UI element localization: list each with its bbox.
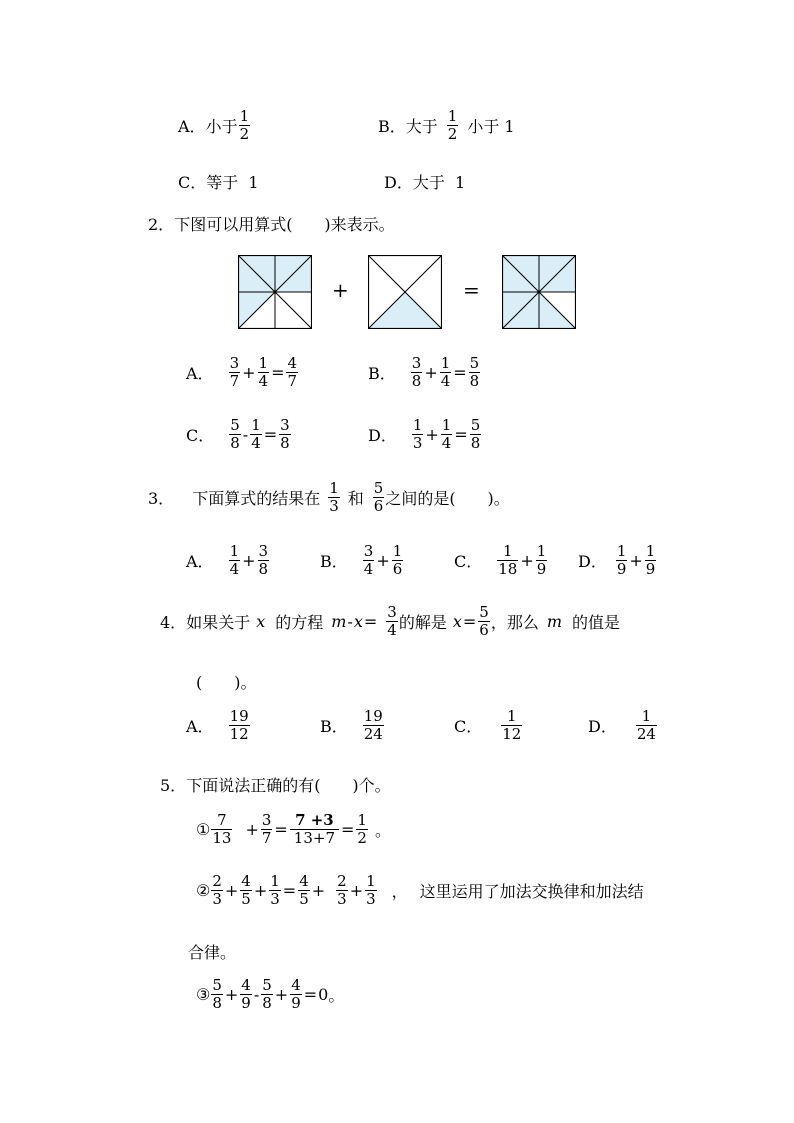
option-label: C．	[178, 173, 207, 192]
equals-sign: =	[463, 278, 480, 302]
q5-stem	[160, 773, 391, 796]
option-label: B．	[368, 363, 396, 383]
fraction: $\frac{4}{5}$	[241, 872, 251, 908]
fraction: $\frac{4}{9}$	[291, 976, 301, 1012]
q3-option-a[interactable]	[186, 543, 270, 577]
fraction: $\frac{3}{8}$	[280, 416, 290, 452]
operator: =	[453, 362, 467, 382]
question-number: 5．	[160, 776, 187, 795]
operator: +	[242, 362, 256, 382]
question-number: 2．	[148, 215, 175, 234]
operator: =	[303, 984, 318, 1004]
operator: +	[629, 550, 643, 570]
q3-option-b[interactable]	[320, 543, 404, 577]
option-label: A．	[186, 716, 214, 736]
operator: +	[425, 424, 439, 444]
option-label: C．	[454, 716, 483, 736]
question-text: 和	[347, 488, 364, 508]
fraction: $\frac{5}{8}$	[469, 354, 480, 390]
fraction: $\frac{19}{12}$	[229, 707, 249, 743]
punctuation: ，	[391, 881, 408, 901]
fraction: $\frac{4}{9}$	[241, 976, 251, 1012]
variable: x	[452, 611, 462, 631]
fraction: $\frac{1}{12}$	[502, 707, 522, 743]
q5-statement-3	[196, 977, 344, 1011]
operator: +	[424, 362, 438, 382]
option-label: D．	[588, 716, 617, 736]
operator: =	[462, 611, 477, 631]
fraction: $\frac{5}{6}$	[373, 479, 384, 515]
operator: =	[454, 424, 468, 444]
operator: +	[311, 880, 326, 900]
fraction: $\frac{3}{8}$	[411, 354, 422, 390]
operator: +	[520, 550, 534, 570]
option-label: D．	[384, 173, 413, 192]
fraction: $\frac{5}{8}$	[262, 976, 272, 1012]
question-number: 3．	[148, 488, 175, 508]
fraction: $\frac{4}{5}$	[299, 872, 309, 908]
operator: =	[263, 424, 278, 444]
q1-option-c[interactable]	[178, 170, 259, 193]
operator: +	[242, 550, 256, 570]
fraction: $\frac{1}{24}$	[636, 707, 656, 743]
punctuation: 。	[328, 985, 345, 1005]
statement-text-continued: 合律。	[188, 943, 237, 962]
figure-square-2	[368, 255, 442, 329]
figure-square-1	[238, 255, 312, 329]
figure-square-3	[502, 255, 576, 329]
option-label: D．	[578, 551, 607, 571]
q5-statement-1	[196, 812, 391, 846]
operator: =	[341, 819, 355, 839]
operator: =	[282, 880, 297, 900]
operator: +	[224, 880, 239, 900]
q2-option-c[interactable]	[186, 417, 292, 451]
fraction: $\frac{2}{3}$	[212, 872, 222, 908]
fraction: $\frac{5}{6}$	[479, 603, 489, 639]
fraction: $\frac{3}{7}$	[229, 354, 240, 390]
q5-statement-2	[196, 873, 644, 907]
fraction: $\frac{1}{3}$	[412, 416, 423, 452]
q3-option-d[interactable]	[578, 543, 657, 577]
fraction: $\frac{1}{18}$	[498, 542, 518, 578]
operator: -	[347, 611, 353, 631]
question-number: 4．	[160, 612, 187, 632]
q4-option-c[interactable]	[454, 708, 523, 742]
fraction: $\frac{1}{4}$	[258, 354, 269, 390]
question-text: 下图可以用算式( )来表示。	[174, 215, 395, 234]
q2-stem	[148, 212, 395, 235]
fraction: $\frac{1}{2}$	[447, 107, 458, 143]
fraction: $\frac{1}{9}$	[536, 542, 547, 578]
fraction: $\frac{1}{4}$	[441, 416, 452, 452]
operator: +	[245, 819, 259, 839]
q1-option-d[interactable]	[384, 170, 465, 193]
fraction: $\frac{5}{8}$	[212, 976, 222, 1012]
q3-option-c[interactable]	[454, 543, 548, 577]
question-text: 下面说法正确的有( )个。	[186, 776, 391, 795]
q4-option-b[interactable]	[320, 708, 385, 742]
circled-number: ②	[196, 880, 211, 900]
q1-option-a[interactable]	[178, 108, 251, 142]
punctuation: 。	[374, 820, 391, 840]
variable: x	[256, 611, 266, 631]
question-text: ，那么	[490, 612, 539, 632]
option-text: 大于 1	[412, 173, 466, 192]
option-label: B．	[378, 116, 406, 136]
operator: +	[376, 550, 390, 570]
q3-stem	[148, 480, 510, 514]
question-text: 之间的是( )。	[385, 488, 510, 508]
fraction: $\frac{3}{7}$	[261, 811, 272, 847]
fraction: $\frac{2}{3}$	[337, 872, 347, 908]
question-text: 的方程	[275, 612, 324, 632]
fraction: $\frac{4}{7}$	[287, 354, 298, 390]
fraction: $\frac{1}{3}$	[270, 872, 280, 908]
fraction: $\frac{7 +3}{13+7}$	[290, 812, 339, 846]
q4-option-a[interactable]	[186, 708, 251, 742]
option-text: 小于 1	[467, 116, 515, 136]
fraction: $\frac{1}{6}$	[392, 542, 403, 578]
option-label: D．	[368, 425, 397, 445]
option-text: 大于	[405, 116, 438, 136]
option-label: B．	[320, 716, 348, 736]
operator: =	[363, 611, 378, 631]
fraction: $\frac{1}{2}$	[239, 107, 250, 143]
fraction: $\frac{1}{3}$	[366, 872, 376, 908]
option-label: C．	[186, 425, 215, 445]
fraction: $\frac{3}{4}$	[363, 542, 374, 578]
variable: m	[331, 611, 347, 631]
q4-answer-blank: ( )。	[196, 673, 257, 692]
fraction: $\frac{1}{4}$	[440, 354, 451, 390]
fraction: $\frac{3}{4}$	[387, 603, 397, 639]
q4-stem	[160, 604, 620, 638]
fraction: $\frac{3}{8}$	[258, 542, 269, 578]
operator: =	[274, 819, 288, 839]
q2-option-a[interactable]	[186, 355, 299, 389]
operator: +	[349, 880, 364, 900]
variable: x	[353, 611, 363, 631]
circled-number: ③	[196, 984, 211, 1004]
operator: +	[224, 984, 239, 1004]
option-text: 等于 1	[206, 173, 259, 192]
operator: -	[253, 984, 260, 1004]
fraction: $\frac{7}{13}$	[212, 811, 232, 847]
fraction: $\frac{19}{24}$	[363, 707, 383, 743]
fraction: $\frac{1}{4}$	[229, 542, 240, 578]
question-text: 的值是	[572, 612, 621, 632]
q2-option-d[interactable]	[368, 417, 482, 451]
option-label: A．	[186, 363, 214, 383]
fraction: $\frac{1}{4}$	[251, 416, 261, 452]
operator: =	[271, 362, 285, 382]
question-text: 的解是	[398, 612, 447, 632]
option-label: A．	[178, 116, 206, 136]
option-text: 小于	[205, 116, 238, 136]
statement-text: 这里运用了加法交换律和加法结	[419, 881, 644, 901]
operator: -	[242, 424, 249, 444]
fraction: $\frac{1}{2}$	[357, 811, 367, 847]
option-label: C．	[454, 551, 483, 571]
fraction: $\frac{1}{9}$	[645, 542, 656, 578]
operator: +	[274, 984, 289, 1004]
fraction: $\frac{1}{9}$	[616, 542, 627, 578]
option-label: A．	[186, 551, 214, 571]
q4-option-d[interactable]	[588, 708, 658, 742]
option-label: B．	[320, 551, 348, 571]
result-value: 0	[318, 984, 329, 1004]
variable: m	[546, 611, 562, 631]
question-text: 如果关于	[186, 612, 251, 632]
fraction: $\frac{5}{8}$	[470, 416, 481, 452]
fraction: $\frac{1}{3}$	[329, 479, 339, 515]
circled-number: ①	[196, 819, 211, 839]
q1-option-b[interactable]	[378, 108, 515, 142]
question-text: 下面算式的结果在	[192, 488, 321, 508]
operator: +	[253, 880, 268, 900]
q2-option-b[interactable]	[368, 355, 481, 389]
fraction: $\frac{5}{8}$	[230, 416, 240, 452]
plus-sign: +	[332, 278, 349, 302]
